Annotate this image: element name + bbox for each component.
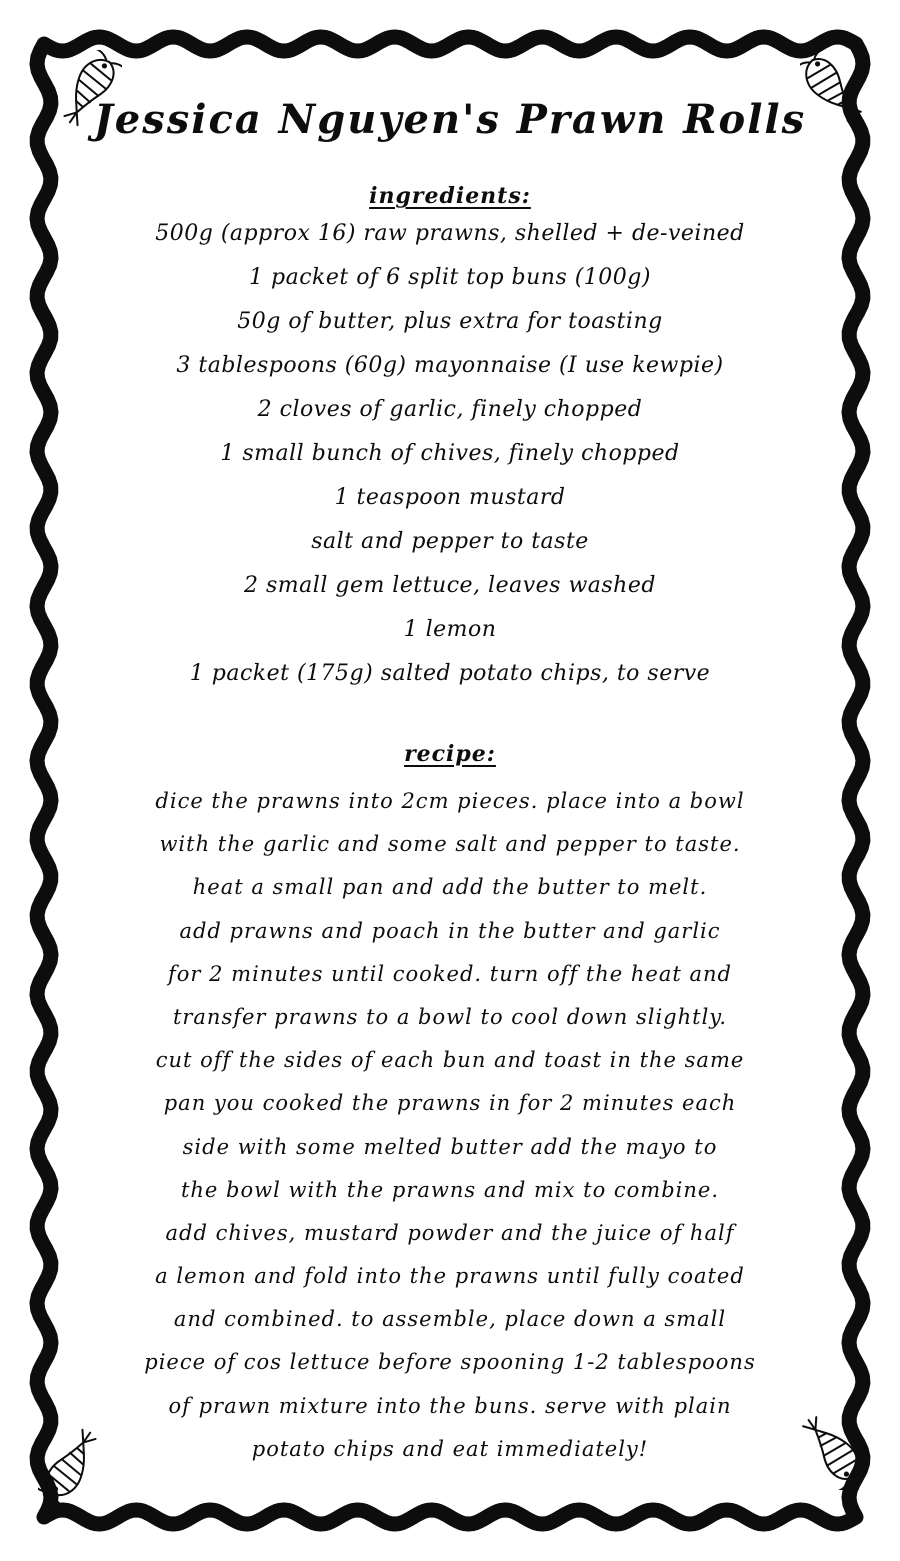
- page-title: Jessica Nguyen's Prawn Rolls: [93, 96, 807, 143]
- ingredient-item: 1 small bunch of chives, finely chopped: [220, 441, 680, 466]
- ingredient-item: salt and pepper to taste: [311, 529, 589, 554]
- ingredient-item: 50g of butter, plus extra for toasting: [237, 309, 663, 334]
- recipe-line: for 2 minutes until cooked. turn off the heat and: [168, 961, 732, 986]
- recipe-line: heat a small pan and add the butter to melt.: [192, 875, 708, 900]
- recipe-line: pan you cooked the prawns in for 2 minutes each: [163, 1091, 737, 1116]
- recipe-line: dice the prawns into 2cm pieces. place into a bowl: [155, 789, 745, 813]
- recipe-line: piece of cos lettuce before spooning 1-2 tablespoons: [144, 1350, 756, 1375]
- recipe-line: side with some melted butter add the mayo to: [182, 1134, 718, 1159]
- ingredient-item: 2 small gem lettuce, leaves washed: [244, 573, 656, 598]
- recipe-line: add chives, mustard powder and the juice of half: [165, 1220, 735, 1245]
- ingredient-item: 3 tablespoons (60g) mayonnaise (I use kewpie): [176, 353, 724, 378]
- recipe-steps: [90, 780, 810, 1471]
- recipe-line: add prawns and poach in the butter and garlic: [179, 918, 721, 943]
- recipe-heading: recipe:: [404, 741, 496, 767]
- ingredients-list: [90, 212, 810, 696]
- ingredient-item: 1 packet of 6 split top buns (100g): [249, 265, 651, 290]
- recipe-line: and combined. to assemble, place down a small: [173, 1307, 727, 1332]
- recipe-line: of prawn mixture into the buns. serve with plain: [168, 1393, 732, 1418]
- recipe-line: transfer prawns to a bowl to cool down slightly.: [172, 1004, 728, 1029]
- ingredient-item: 1 teaspoon mustard: [334, 485, 566, 510]
- recipe-line: a lemon and fold into the prawns until fully coated: [155, 1264, 745, 1289]
- ingredient-item: 1 lemon: [403, 617, 497, 642]
- ingredient-item: 2 cloves of garlic, finely chopped: [257, 397, 643, 422]
- recipe-content: [90, 70, 810, 1470]
- ingredient-item: 1 packet (175g) salted potato chips, to serve: [189, 661, 711, 686]
- recipe-line: potato chips and eat immediately!: [251, 1436, 649, 1461]
- ingredients-heading: ingredients:: [369, 183, 531, 209]
- recipe-line: the bowl with the prawns and mix to combine.: [180, 1177, 720, 1202]
- ingredient-item: 500g (approx 16) raw prawns, shelled + de-veined: [155, 221, 745, 246]
- recipe-line: with the garlic and some salt and pepper to taste.: [159, 832, 741, 857]
- recipe-line: cut off the sides of each bun and toast in the same: [155, 1048, 745, 1073]
